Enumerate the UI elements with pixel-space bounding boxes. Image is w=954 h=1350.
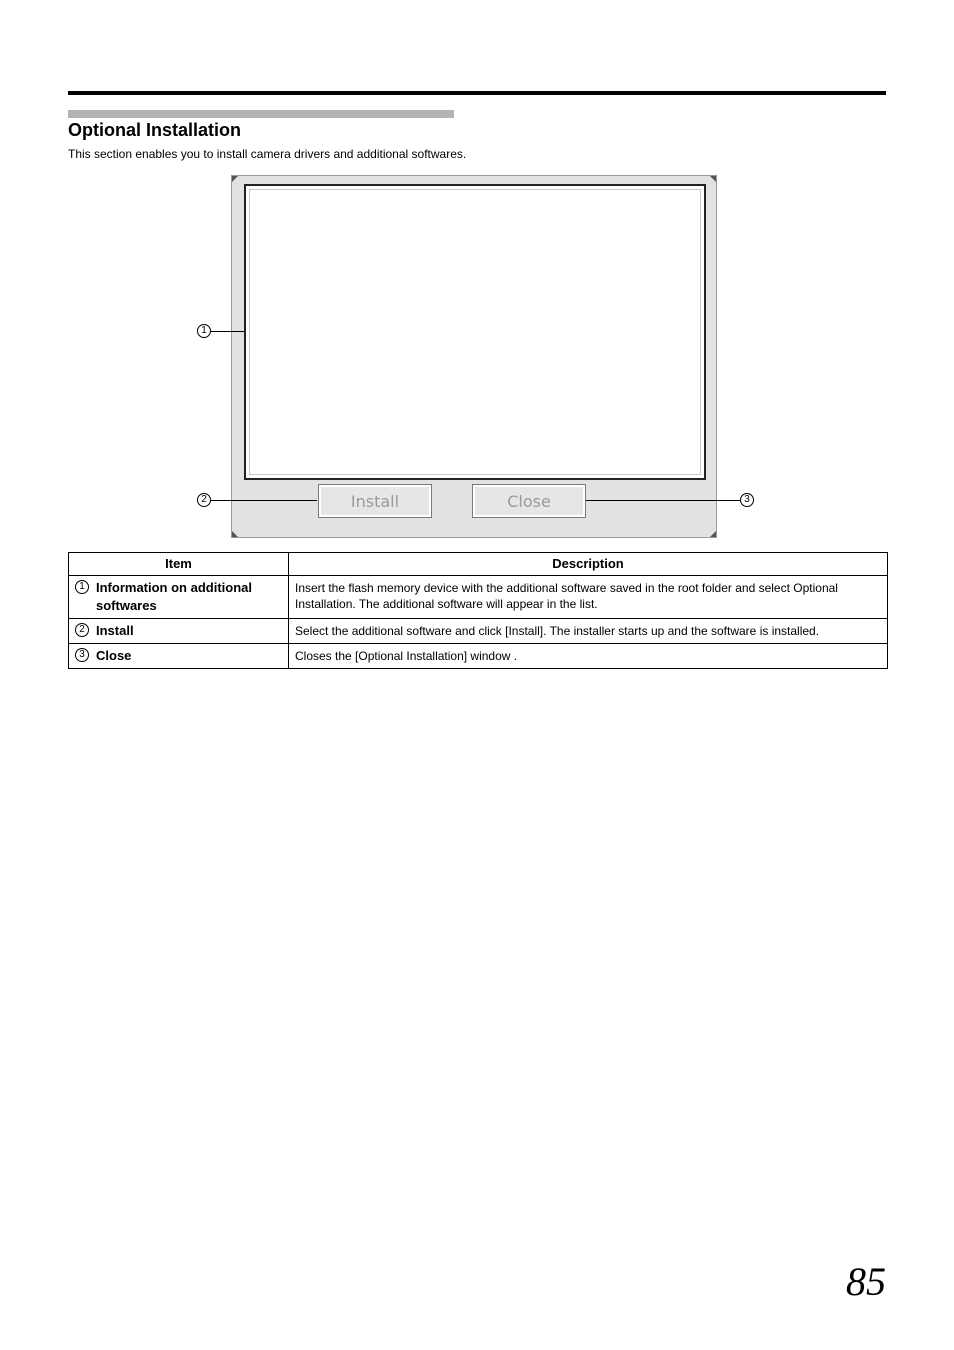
item-cell [69, 644, 289, 669]
callout-1: 1 [197, 324, 211, 338]
item-label: Install [96, 623, 134, 638]
table-row [69, 619, 888, 644]
item-cell [69, 619, 289, 644]
callout-2: 2 [197, 493, 211, 507]
section-bar [68, 110, 454, 118]
description-cell: Select the additional software and click [Install]. The installer starts up and the software is installed. [289, 619, 888, 644]
dialog-corner [710, 176, 716, 182]
header-item: Item [69, 553, 289, 576]
row-number: 2 [75, 623, 89, 637]
additional-software-list[interactable] [244, 184, 706, 480]
item-label: Information on additional softwares [96, 580, 252, 613]
row-number: 1 [75, 580, 89, 594]
install-button[interactable]: Install [318, 484, 432, 518]
intro-text: This section enables you to install camera drivers and additional softwares. [68, 147, 467, 161]
table-row [69, 576, 888, 619]
description-cell: Insert the flash memory device with the additional software saved in the root folder and select Optional Installation. The additional software will appear in the list. [289, 576, 888, 619]
list-inner-frame [249, 189, 701, 475]
header-description: Description [289, 553, 888, 576]
page-title: Optional Installation [68, 120, 242, 140]
dialog-corner [232, 531, 238, 537]
callout-3: 3 [740, 493, 754, 507]
callout-2-line [211, 500, 317, 501]
item-cell [69, 576, 289, 619]
callout-3-line [586, 500, 740, 501]
callout-1-line [211, 331, 244, 332]
row-number: 3 [75, 648, 89, 662]
items-table [68, 552, 888, 669]
item-label: Close [96, 648, 132, 663]
optional-installation-dialog [231, 175, 717, 538]
page-number: 85 [846, 1259, 886, 1304]
dialog-corner [232, 176, 238, 182]
description-cell: Closes the [Optional Installation] window . [289, 644, 888, 669]
table-header-row [69, 553, 888, 576]
dialog-corner [710, 531, 716, 537]
top-rule [68, 91, 886, 95]
close-button[interactable]: Close [472, 484, 586, 518]
table-row [69, 644, 888, 669]
